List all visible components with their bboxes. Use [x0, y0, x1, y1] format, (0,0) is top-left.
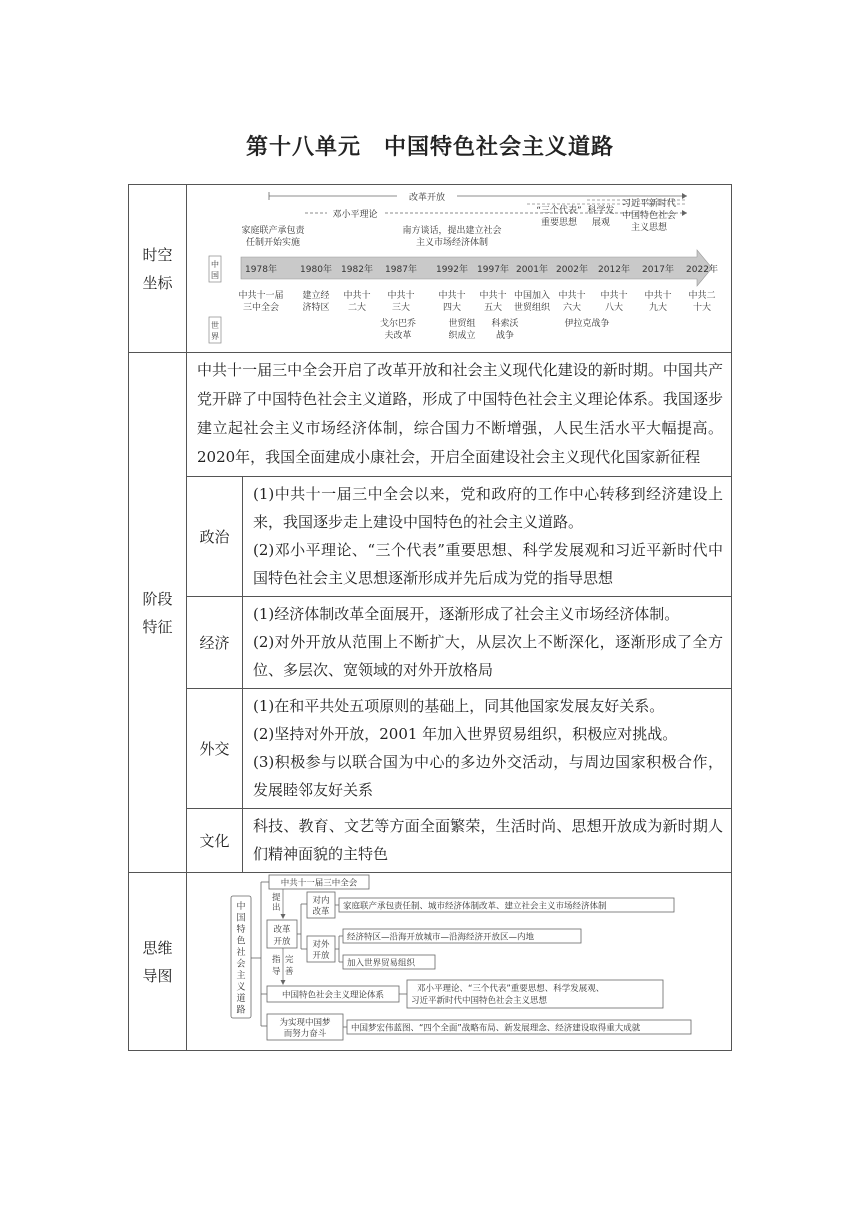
xi-label: 主义思想 [630, 222, 668, 233]
world-event: 夫改革 [384, 330, 412, 341]
timeline-cell [187, 185, 732, 353]
proposed-label: 提 [272, 892, 281, 903]
china-event: 中国加入 [513, 290, 551, 301]
root-char: 主 [236, 970, 246, 981]
root-char: 社 [236, 947, 246, 958]
deng-label: 邓小平理论 [332, 209, 378, 220]
politics-label: 政治 [187, 477, 243, 597]
china-event: 五大 [483, 302, 503, 313]
year-label: 2017年 [642, 264, 674, 275]
economy-content [243, 597, 732, 689]
domestic-text: 对内 [312, 895, 330, 906]
root-char: 国 [236, 913, 246, 923]
diplomacy-item: (3)积极参与以联合国为中心的多边外交活动，与周边国家积极合作，发展睦邻友好关系 [253, 753, 723, 799]
year-label: 1980年 [300, 264, 332, 275]
arrow-head-icon [682, 210, 687, 216]
theory-detail-text: 邓小平理论、“三个代表”重要思想、科学发展观、 [417, 983, 605, 994]
economy-label: 经济 [187, 597, 243, 689]
diplomacy-content [243, 689, 732, 809]
row-header-line: 阶段 [142, 589, 173, 608]
china-event: 十大 [692, 302, 712, 313]
year-label: 2022年 [686, 264, 718, 275]
timeline-diagram [187, 186, 732, 352]
china-event: 中共十一届 [238, 290, 284, 301]
reform-label: 改革开放 [408, 192, 446, 203]
row-header-line: 导图 [142, 966, 173, 985]
china-event: 中共十 [644, 290, 672, 301]
arrow-down-icon [281, 980, 286, 985]
row-header-line: 坐标 [142, 273, 173, 292]
theory-text: 中国特色社会主义理论体系 [281, 990, 385, 1000]
row-header-line: 特征 [142, 617, 173, 636]
china-event: 建立经 [302, 290, 330, 301]
culture-content [243, 809, 732, 873]
opening-text: 开放 [312, 950, 330, 961]
mindmap-cell [187, 873, 732, 1051]
south-label: 主义市场经济体制 [415, 237, 489, 248]
china-event: 六大 [562, 302, 582, 313]
dream-text: 而努力奋斗 [283, 1028, 327, 1039]
arrow-down-icon [281, 914, 286, 919]
guide-label: 导 [272, 966, 281, 977]
china-event: 中共二 [688, 290, 716, 301]
china-event: 中共十 [600, 290, 628, 301]
china-event: 中共十 [387, 290, 415, 301]
science-label: 展观 [591, 217, 611, 228]
summary-table [128, 184, 732, 1051]
world-event: 世贸组 [448, 318, 476, 329]
china-event: 二大 [347, 302, 367, 313]
china-event: 济特区 [302, 302, 330, 313]
world-event: 伊拉克战争 [564, 318, 610, 329]
arrow-head-icon [682, 193, 687, 199]
stage-row-header [129, 353, 187, 873]
root-char: 中 [236, 901, 246, 912]
theory-detail-text: 习近平新时代中国特色社会主义思想 [411, 995, 548, 1006]
root-char: 色 [236, 936, 246, 946]
year-label: 1987年 [385, 264, 417, 275]
year-label: 1978年 [245, 264, 277, 275]
household-label: 家庭联产承包责 [241, 225, 305, 236]
opening-detail-text: 经济特区—沿海开放城市—沿海经济开放区—内地 [347, 932, 535, 942]
politics-item: (1)中共十一届三中全会以来，党和政府的工作中心转移到经济建设上来，我国逐步走上建设中国特色的社会主义道路。 [253, 485, 723, 531]
dream-text: 为实现中国梦 [279, 1017, 331, 1028]
domestic-detail-text: 家庭联产承包责任制、城市经济体制改革、建立社会主义市场经济体制 [343, 901, 607, 911]
row-header-line: 时空 [142, 245, 173, 264]
xi-label: 习近平新时代 [621, 198, 677, 209]
china-events [238, 289, 715, 313]
timeline-row-header [129, 185, 187, 353]
root-char: 特 [236, 924, 246, 935]
guide-label: 指 [272, 954, 281, 965]
diplomacy-item: (2)坚持对外开放，2001 年加入世界贸易组织，积极应对挑战。 [253, 725, 678, 743]
year-label: 1997年 [477, 264, 509, 275]
politics-item: (2)邓小平理论、“三个代表”重要思想、科学发展观和习近平新时代中国特色社会主义思想逐渐形成并先后成为党的指导思想 [253, 541, 723, 587]
perfect-label: 善 [285, 966, 294, 977]
root-char: 会 [236, 959, 246, 969]
china-event: 中共十 [438, 290, 466, 301]
china-event: 中共十 [558, 290, 586, 301]
world-event: 科索沃 [491, 318, 519, 329]
china-tag-text: 国 [211, 270, 219, 280]
world-event: 战争 [495, 330, 515, 341]
household-label: 任制开始实施 [245, 237, 301, 248]
root-char: 义 [236, 982, 246, 992]
wto-text: 加入世界贸易组织 [347, 958, 416, 968]
china-event: 三中全会 [242, 302, 280, 313]
mindmap-row-header [129, 873, 187, 1051]
year-label: 1992年 [436, 264, 468, 275]
economy-item: (2)对外开放从范围上不断扩大，从层次上不断深化，逐渐形成了全方位、多层次、宽领域的对外开放格局 [253, 633, 723, 679]
china-event: 九大 [648, 302, 668, 313]
china-event: 世贸组织 [513, 302, 551, 313]
three-label: “三个代表” [536, 205, 582, 216]
mind-map [187, 874, 732, 1050]
world-event: 织成立 [448, 330, 476, 341]
economy-item: (1)经济体制改革全面展开，逐渐形成了社会主义市场经济体制。 [253, 605, 680, 623]
row-header-line: 思维 [142, 938, 173, 957]
science-label: 科学发 [587, 205, 615, 216]
three-label: 重要思想 [540, 217, 578, 228]
perfect-label: 完 [285, 954, 294, 965]
proposed-label: 出 [272, 902, 281, 913]
culture-label: 文化 [187, 809, 243, 873]
year-labels [245, 263, 718, 275]
third-plenum-text: 中共十一届三中全会 [280, 878, 358, 888]
china-event: 中共十 [343, 290, 371, 301]
south-label: 南方谈话，提出建立社会 [402, 225, 502, 236]
china-event: 三大 [391, 302, 411, 313]
domestic-text: 改革 [312, 906, 330, 917]
culture-item: 科技、教育、文艺等方面全面繁荣，生活时尚、思想开放成为新时期人们精神面貌的主特色 [253, 817, 723, 863]
year-label: 1982年 [341, 264, 373, 275]
world-tag-text: 世 [211, 320, 219, 330]
diplomacy-item: (1)在和平共处五项原则的基础上，同其他国家发展友好关系。 [253, 697, 665, 715]
china-event: 四大 [442, 302, 462, 313]
world-event: 戈尔巴乔 [379, 318, 417, 329]
page-title: 第十八单元 中国特色社会主义道路 [245, 135, 614, 160]
stage-intro: 中共十一届三中全会开启了改革开放和社会主义现代化建设的新时期。中国共产党开辟了中国特色社会主义道路，形成了中国特色社会主义理论体系。我国逐步建立起社会主义市场经济体制，综合国力不断增强，人民生活水平大幅提高。2020年，我国全面建成小康社会，开启全面建设社会主义现代化国家新征程 [187, 353, 732, 477]
china-tag-text: 中 [211, 259, 219, 269]
politics-content [243, 477, 732, 597]
reform-text: 改革 [273, 924, 291, 935]
xi-label: 中国特色社会 [621, 210, 677, 221]
world-tag-text: 界 [211, 331, 219, 341]
year-label: 2001年 [516, 264, 548, 275]
root-text [236, 900, 245, 1016]
diplomacy-label: 外交 [187, 689, 243, 809]
china-event: 八大 [604, 302, 624, 313]
reform-text: 开放 [273, 936, 291, 947]
dream-detail-text: 中国梦宏伟蓝图、“四个全面”战略布局、新发展理念、经济建设取得重大成就 [351, 1023, 641, 1033]
year-label: 2012年 [598, 264, 630, 275]
root-char: 路 [236, 1005, 246, 1015]
opening-text: 对外 [312, 939, 330, 950]
china-event: 中共十 [479, 290, 507, 301]
year-label: 2002年 [556, 264, 588, 275]
root-char: 道 [236, 993, 246, 1004]
